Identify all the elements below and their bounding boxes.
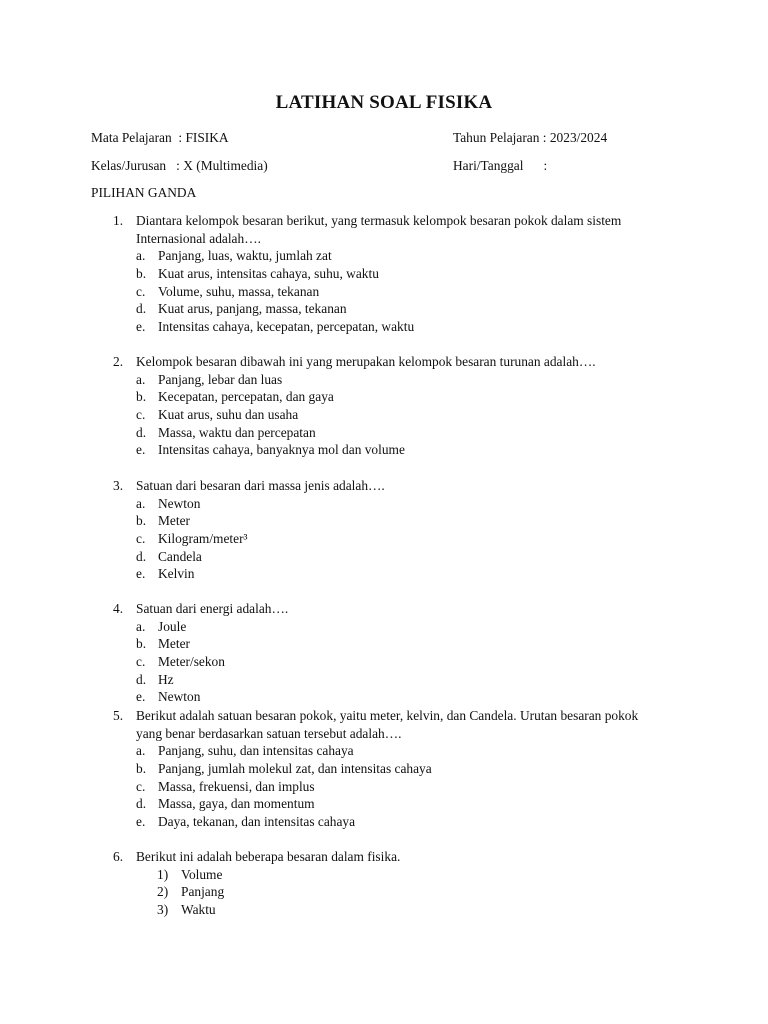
option-text: Newton bbox=[158, 689, 201, 705]
option-text: Intensitas cahaya, kecepatan, percepatan, waktu bbox=[158, 319, 415, 335]
option-text: Kuat arus, suhu dan usaha bbox=[158, 407, 299, 423]
option-list bbox=[136, 247, 673, 335]
option-text: Intensitas cahaya, banyaknya mol dan volume bbox=[158, 442, 405, 458]
option-letter: e. bbox=[136, 442, 146, 458]
year-field: Tahun Pelajaran : 2023/2024 bbox=[453, 130, 608, 145]
option-letter: d. bbox=[136, 548, 147, 564]
option-e bbox=[136, 565, 673, 583]
subject-field: Mata Pelajaran : FISIKA bbox=[91, 130, 229, 145]
option-b bbox=[136, 635, 673, 653]
question-1 bbox=[113, 212, 673, 336]
option-letter: d. bbox=[136, 424, 147, 440]
option-a bbox=[136, 495, 673, 513]
option-text: Massa, frekuensi, dan implus bbox=[158, 778, 315, 794]
option-text: Volume, suhu, massa, tekanan bbox=[158, 283, 320, 299]
option-text: Kelvin bbox=[158, 566, 195, 582]
option-b bbox=[136, 388, 673, 406]
option-text: Panjang, jumlah molekul zat, dan intensitas cahaya bbox=[158, 761, 432, 777]
option-list bbox=[136, 371, 673, 459]
option-a bbox=[136, 742, 673, 760]
item-number: 3) bbox=[157, 902, 169, 918]
question-number: 5. bbox=[113, 708, 124, 723]
option-text: Massa, gaya, dan momentum bbox=[158, 796, 315, 812]
question-line: Diantara kelompok besaran berikut, yang termasuk kelompok besaran pokok dalam sistem bbox=[136, 213, 622, 228]
numbered-item-list bbox=[157, 866, 673, 919]
option-letter: d. bbox=[136, 301, 147, 317]
list-item bbox=[157, 901, 673, 919]
question-line: Berikut adalah satuan besaran pokok, yaitu meter, kelvin, dan Candela. Urutan besaran pokok bbox=[136, 708, 639, 723]
option-text: Kilogram/meter³ bbox=[158, 531, 248, 547]
question-number: 4. bbox=[113, 601, 124, 616]
option-text: Joule bbox=[158, 618, 187, 634]
question-5 bbox=[113, 707, 673, 831]
question-6 bbox=[113, 848, 673, 919]
list-item bbox=[157, 866, 673, 884]
option-b bbox=[136, 265, 673, 283]
option-e bbox=[136, 441, 673, 459]
option-letter: c. bbox=[136, 531, 146, 547]
option-c bbox=[136, 530, 673, 548]
date-field: Hari/Tanggal : bbox=[453, 158, 548, 173]
option-list bbox=[136, 618, 673, 706]
question-text bbox=[136, 848, 673, 866]
option-text: Candela bbox=[158, 548, 202, 564]
option-letter: e. bbox=[136, 689, 146, 705]
question-4 bbox=[113, 600, 673, 706]
question-line: Internasional adalah…. bbox=[136, 230, 261, 246]
option-letter: b. bbox=[136, 761, 147, 777]
option-b bbox=[136, 760, 673, 778]
option-a bbox=[136, 618, 673, 636]
meta-row-2 bbox=[91, 157, 711, 175]
question-text bbox=[136, 477, 673, 495]
option-letter: e. bbox=[136, 566, 146, 582]
option-text: Massa, waktu dan percepatan bbox=[158, 424, 316, 440]
question-line: yang benar berdasarkan satuan tersebut adalah…. bbox=[136, 725, 402, 741]
option-letter: d. bbox=[136, 671, 147, 687]
option-letter: b. bbox=[136, 266, 147, 282]
item-text: Panjang bbox=[181, 884, 225, 900]
question-line: Berikut ini adalah beberapa besaran dalam fisika. bbox=[136, 849, 401, 864]
option-letter: a. bbox=[136, 743, 146, 759]
question-text bbox=[136, 353, 673, 371]
option-a bbox=[136, 371, 673, 389]
option-letter: a. bbox=[136, 248, 146, 264]
option-c bbox=[136, 406, 673, 424]
question-number: 1. bbox=[113, 213, 124, 228]
question-number: 3. bbox=[113, 478, 124, 493]
option-letter: b. bbox=[136, 389, 147, 405]
option-text: Meter/sekon bbox=[158, 654, 225, 670]
option-text: Panjang, suhu, dan intensitas cahaya bbox=[158, 743, 354, 759]
option-text: Meter bbox=[158, 636, 190, 652]
option-text: Kuat arus, intensitas cahaya, suhu, waktu bbox=[158, 266, 379, 282]
option-letter: c. bbox=[136, 778, 146, 794]
option-text: Kuat arus, panjang, massa, tekanan bbox=[158, 301, 347, 317]
question-text bbox=[136, 600, 673, 618]
option-c bbox=[136, 283, 673, 301]
option-letter: e. bbox=[136, 814, 146, 830]
question-line: Kelompok besaran dibawah ini yang merupakan kelompok besaran turunan adalah…. bbox=[136, 354, 596, 369]
option-letter: a. bbox=[136, 495, 146, 511]
option-letter: a. bbox=[136, 618, 146, 634]
option-d bbox=[136, 671, 673, 689]
option-d bbox=[136, 424, 673, 442]
option-list bbox=[136, 495, 673, 583]
option-text: Panjang, luas, waktu, jumlah zat bbox=[158, 248, 332, 264]
option-e bbox=[136, 813, 673, 831]
option-list bbox=[136, 742, 673, 830]
meta-row-1 bbox=[91, 129, 711, 147]
class-field: Kelas/Jurusan : X (Multimedia) bbox=[91, 158, 268, 173]
question-text bbox=[136, 707, 673, 742]
option-letter: d. bbox=[136, 796, 147, 812]
option-b bbox=[136, 512, 673, 530]
question-3 bbox=[113, 477, 673, 583]
option-text: Newton bbox=[158, 495, 201, 511]
question-line: Satuan dari besaran dari massa jenis adalah…. bbox=[136, 478, 385, 493]
question-text bbox=[136, 212, 673, 247]
option-letter: b. bbox=[136, 513, 147, 529]
option-text: Hz bbox=[158, 671, 174, 687]
option-letter: e. bbox=[136, 319, 146, 335]
list-item bbox=[157, 883, 673, 901]
option-text: Panjang, lebar dan luas bbox=[158, 371, 283, 387]
item-number: 1) bbox=[157, 866, 169, 882]
item-text: Volume bbox=[181, 866, 223, 882]
item-number: 2) bbox=[157, 884, 169, 900]
option-a bbox=[136, 247, 673, 265]
option-e bbox=[136, 318, 673, 336]
question-2 bbox=[113, 353, 673, 459]
option-e bbox=[136, 688, 673, 706]
option-c bbox=[136, 653, 673, 671]
option-letter: c. bbox=[136, 654, 146, 670]
question-number: 6. bbox=[113, 849, 124, 864]
question-number: 2. bbox=[113, 354, 124, 369]
option-letter: b. bbox=[136, 636, 147, 652]
document-title: LATIHAN SOAL FISIKA bbox=[275, 92, 493, 113]
item-text: Waktu bbox=[181, 902, 216, 918]
option-text: Meter bbox=[158, 513, 190, 529]
option-c bbox=[136, 778, 673, 796]
option-letter: c. bbox=[136, 407, 146, 423]
section-title: PILIHAN GANDA bbox=[91, 185, 197, 200]
option-d bbox=[136, 300, 673, 318]
option-d bbox=[136, 548, 673, 566]
option-text: Kecepatan, percepatan, dan gaya bbox=[158, 389, 334, 405]
option-d bbox=[136, 795, 673, 813]
option-text: Daya, tekanan, dan intensitas cahaya bbox=[158, 814, 356, 830]
question-line: Satuan dari energi adalah…. bbox=[136, 601, 289, 616]
option-letter: a. bbox=[136, 371, 146, 387]
option-letter: c. bbox=[136, 283, 146, 299]
